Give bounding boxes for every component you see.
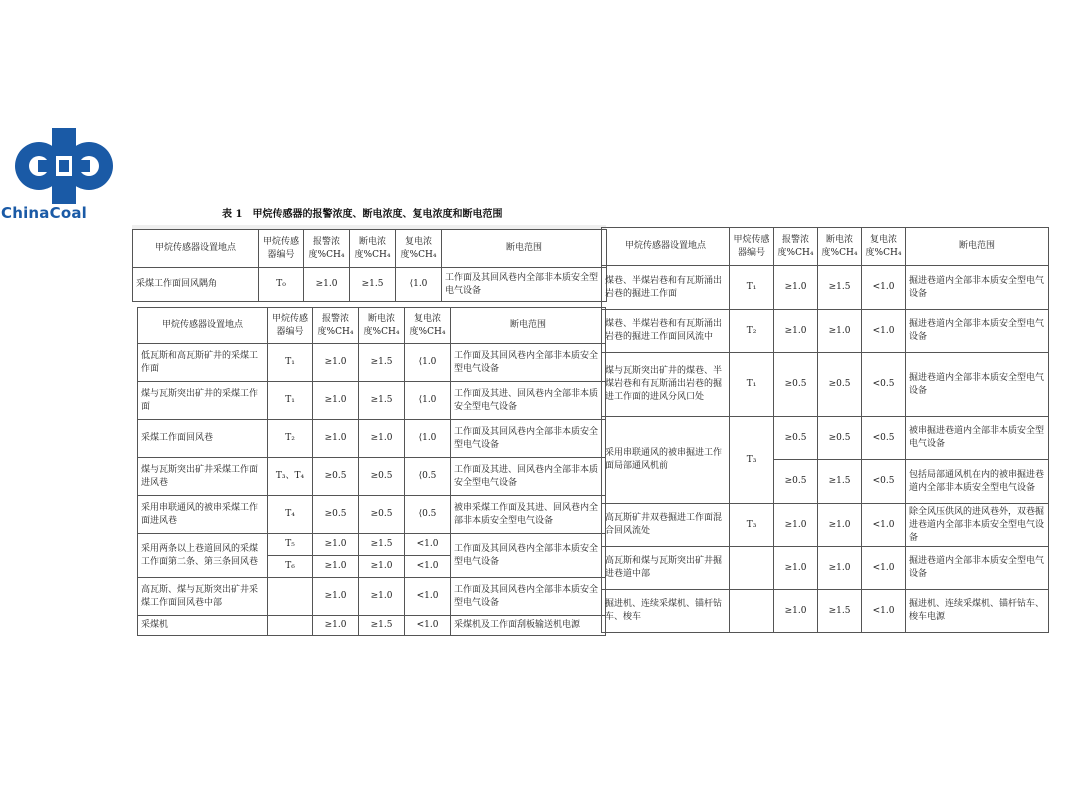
cell-id: T₁: [730, 353, 774, 417]
table-row: [133, 268, 607, 302]
cell-location: 掘进机、连续采煤机、锚杆钻车、梭车: [602, 590, 730, 633]
cell-id: T₆: [268, 556, 313, 578]
cell-restore: ⟨0.5: [405, 496, 451, 534]
cell-restore: ⟨0.5: [405, 458, 451, 496]
cell-location: 采煤工作面回风巷: [138, 420, 268, 458]
cell-range: 掘进机、连续采煤机、锚杆钻车、梭车电源: [906, 590, 1049, 633]
table-1: [132, 229, 607, 302]
cell-location: 高瓦斯、煤与瓦斯突出矿井采煤工作面回风巷中部: [138, 578, 268, 616]
header-range: 断电范围: [451, 308, 606, 344]
cell-location: 煤与瓦斯突出矿井的采煤工作面: [138, 382, 268, 420]
cell-alarm: ≥1.0: [313, 556, 359, 578]
cell-id: T₁: [268, 344, 313, 382]
cell-range: 工作面及其回风巷内全部非本质安全型电气设备: [451, 534, 606, 578]
logo-text: ChinaCoal: [1, 204, 88, 222]
cell-location: 煤与瓦斯突出矿井采煤工作面进风巷: [138, 458, 268, 496]
table-caption: 表 1 甲烷传感器的报警浓度、断电浓度、复电浓度和断电范围: [222, 209, 503, 220]
cell-restore: <1.0: [862, 590, 906, 633]
cell-restore: <1.0: [862, 504, 906, 547]
cell-restore: <1.0: [862, 266, 906, 310]
cell-alarm: ≥1.0: [313, 616, 359, 636]
header-id: 甲烷传感器编号: [259, 230, 304, 268]
header-alarm: 报警浓度%CH₄: [304, 230, 350, 268]
header-location: 甲烷传感器设置地点: [133, 230, 259, 268]
header-range: 断电范围: [906, 228, 1049, 266]
table-row: [138, 616, 606, 636]
header-location: 甲烷传感器设置地点: [138, 308, 268, 344]
header-location: 甲烷传感器设置地点: [602, 228, 730, 266]
header-restore: 复电浓度%CH₄: [862, 228, 906, 266]
cell-range: 被串掘进巷道内全部非本质安全型电气设备: [906, 417, 1049, 460]
cell-cutoff: ≥1.0: [359, 556, 405, 578]
cell-id: T₁: [268, 382, 313, 420]
cell-alarm: ≥1.0: [313, 382, 359, 420]
cell-cutoff: ≥1.5: [359, 382, 405, 420]
cell-range: 掘进巷道内全部非本质安全型电气设备: [906, 547, 1049, 590]
header-alarm: 报警浓度%CH₄: [774, 228, 818, 266]
cell-alarm: ≥1.0: [313, 578, 359, 616]
table-3: [601, 227, 1049, 633]
cell-alarm: ≥1.0: [774, 310, 818, 353]
cell-alarm: ≥1.0: [774, 547, 818, 590]
table-row: [602, 504, 1049, 547]
cell-location: 高瓦斯矿井双巷掘进工作面混合回风流处: [602, 504, 730, 547]
cell-id: T₅: [268, 534, 313, 556]
table-row: [602, 310, 1049, 353]
cell-id: T₃: [730, 504, 774, 547]
cell-alarm: ≥1.0: [313, 534, 359, 556]
cell-alarm: ≥1.0: [774, 590, 818, 633]
cell-alarm: ≥0.5: [774, 417, 818, 460]
cell-location: 采用串联通风的被串采煤工作面进风巷: [138, 496, 268, 534]
cell-id: T₂: [730, 310, 774, 353]
table-row: [138, 578, 606, 616]
cell-location: 高瓦斯和煤与瓦斯突出矿井掘进巷道中部: [602, 547, 730, 590]
header-id: 甲烷传感器编号: [730, 228, 774, 266]
cell-restore: <0.5: [862, 417, 906, 460]
cell-restore: ⟨1.0: [405, 420, 451, 458]
cell-alarm: ≥1.0: [774, 266, 818, 310]
cell-cutoff: ≥1.5: [818, 460, 862, 504]
cell-cutoff: ≥1.0: [359, 420, 405, 458]
table-2: [137, 307, 606, 636]
cell-restore: <1.0: [405, 616, 451, 636]
cell-restore: <0.5: [862, 353, 906, 417]
cell-restore: ⟨1.0: [396, 268, 442, 302]
header-restore: 复电浓度%CH₄: [396, 230, 442, 268]
cell-location: 低瓦斯和高瓦斯矿井的采煤工作面: [138, 344, 268, 382]
cell-id: T₃、T₄: [268, 458, 313, 496]
cell-location: 煤巷、半煤岩巷和有瓦斯涌出岩巷的掘进工作面回风流中: [602, 310, 730, 353]
cell-location: 采煤机: [138, 616, 268, 636]
table-header-row: [602, 228, 1049, 266]
cell-location: 煤与瓦斯突出矿井的煤巷、半煤岩巷和有瓦斯涌出岩巷的掘进工作面的进风分风口处: [602, 353, 730, 417]
cell-restore: <0.5: [862, 460, 906, 504]
cell-range: 掘进巷道内全部非本质安全型电气设备: [906, 310, 1049, 353]
cell-location: 煤巷、半煤岩巷和有瓦斯涌出岩巷的掘进工作面: [602, 266, 730, 310]
header-alarm: 报警浓度%CH₄: [313, 308, 359, 344]
cell-alarm: ≥1.0: [313, 344, 359, 382]
table-row: [138, 344, 606, 382]
cell-cutoff: ≥0.5: [818, 417, 862, 460]
table-row: [138, 458, 606, 496]
cell-alarm: ≥0.5: [774, 353, 818, 417]
cell-range: 被串采煤工作面及其进、回风巷内全部非本质安全型电气设备: [451, 496, 606, 534]
table-row: [602, 417, 1049, 460]
cell-alarm: ≥0.5: [774, 460, 818, 504]
cell-range: 工作面及其进、回风巷内全部非本质安全型电气设备: [451, 382, 606, 420]
table-row: [138, 496, 606, 534]
cell-cutoff: ≥1.0: [359, 578, 405, 616]
cell-id: T₄: [268, 496, 313, 534]
cell-id: [268, 616, 313, 636]
cell-restore: <1.0: [405, 578, 451, 616]
cell-cutoff: ≥0.5: [818, 353, 862, 417]
chinacoal-logo-mark: [12, 126, 116, 206]
table-row: [602, 547, 1049, 590]
table-row: [138, 534, 606, 556]
cell-location: 采煤工作面回风隅角: [133, 268, 259, 302]
cell-alarm: ≥1.0: [774, 504, 818, 547]
cell-range: 工作面及其回风巷内全部非本质安全型电气设备: [451, 420, 606, 458]
cell-id: T₁: [730, 266, 774, 310]
table-row: [138, 382, 606, 420]
header-id: 甲烷传感器编号: [268, 308, 313, 344]
cell-id: [730, 547, 774, 590]
cell-restore: <1.0: [405, 534, 451, 556]
cell-cutoff: ≥1.5: [359, 616, 405, 636]
cell-range: 除全风压供风的进风巷外，双巷掘进巷道内全部非本质安全型电气设备: [906, 504, 1049, 547]
header-cutoff: 断电浓度%CH₄: [818, 228, 862, 266]
header-restore: 复电浓度%CH₄: [405, 308, 451, 344]
cell-id: T₀: [259, 268, 304, 302]
cell-id: T₃: [730, 417, 774, 504]
cell-id: T₂: [268, 420, 313, 458]
cell-range: 掘进巷道内全部非本质安全型电气设备: [906, 353, 1049, 417]
table-header-row: [133, 230, 607, 268]
header-range: 断电范围: [442, 230, 607, 268]
cell-alarm: ≥1.0: [304, 268, 350, 302]
cell-cutoff: ≥1.5: [350, 268, 396, 302]
header-cutoff: 断电浓度%CH₄: [359, 308, 405, 344]
cell-cutoff: ≥1.5: [818, 266, 862, 310]
header-cutoff: 断电浓度%CH₄: [350, 230, 396, 268]
cell-restore: ⟨1.0: [405, 344, 451, 382]
cell-range: 工作面及其回风巷内全部非本质安全型电气设备: [442, 268, 607, 302]
cell-alarm: ≥1.0: [313, 420, 359, 458]
cell-alarm: ≥0.5: [313, 496, 359, 534]
cell-id: [268, 578, 313, 616]
cell-range: 工作面及其回风巷内全部非本质安全型电气设备: [451, 344, 606, 382]
cell-cutoff: ≥1.5: [359, 534, 405, 556]
cell-cutoff: ≥1.0: [818, 547, 862, 590]
cell-id: [730, 590, 774, 633]
cell-range: 工作面及其回风巷内全部非本质安全型电气设备: [451, 578, 606, 616]
cell-restore: <1.0: [862, 310, 906, 353]
cell-location: 采用两条以上巷道回风的采煤工作面第二条、第三条回风巷: [138, 534, 268, 578]
cell-cutoff: ≥1.0: [818, 504, 862, 547]
cell-cutoff: ≥1.0: [818, 310, 862, 353]
cell-restore: <1.0: [862, 547, 906, 590]
cell-alarm: ≥0.5: [313, 458, 359, 496]
cell-range: 包括局部通风机在内的被串掘进巷道内全部非本质安全型电气设备: [906, 460, 1049, 504]
table-row: [602, 266, 1049, 310]
table-row: [602, 353, 1049, 417]
cell-range: 工作面及其进、回风巷内全部非本质安全型电气设备: [451, 458, 606, 496]
table-row: [138, 420, 606, 458]
cell-cutoff: ≥1.5: [359, 344, 405, 382]
cell-cutoff: ≥0.5: [359, 496, 405, 534]
table-row: [602, 590, 1049, 633]
cell-range: 采煤机及工作面刮板输送机电源: [451, 616, 606, 636]
cell-restore: ⟨1.0: [405, 382, 451, 420]
cell-range: 掘进巷道内全部非本质安全型电气设备: [906, 266, 1049, 310]
table-header-row: [138, 308, 606, 344]
cell-cutoff: ≥1.5: [818, 590, 862, 633]
cell-location: 采用串联通风的被串掘进工作面局部通风机前: [602, 417, 730, 504]
cell-cutoff: ≥0.5: [359, 458, 405, 496]
cell-restore: <1.0: [405, 556, 451, 578]
